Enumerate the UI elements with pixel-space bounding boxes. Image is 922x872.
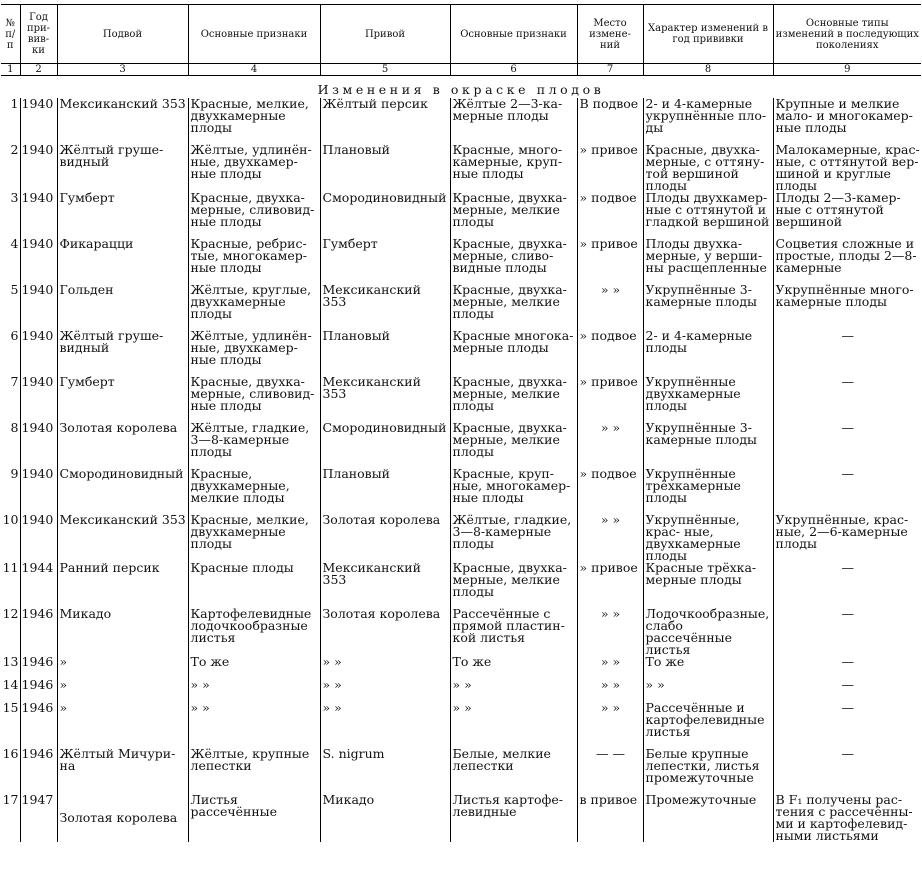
row-scion-traits: Красные, двухка- мерные, мелкие плоды bbox=[450, 562, 577, 608]
header-year: Год при- вив- ки bbox=[20, 5, 57, 64]
row-change: Укрупнённые трёхкамерные плоды bbox=[643, 468, 773, 514]
row-later-generations: Соцветия сложные и простые, плоды 2—8- камерные bbox=[773, 238, 921, 284]
column-number: 2 bbox=[20, 64, 57, 76]
table-row bbox=[1, 514, 921, 562]
row-rootstock: Фикарацци bbox=[57, 238, 188, 284]
row-rootstock-traits: Жёлтые, удлинён- ные, двухкамер- ные плоды bbox=[188, 144, 320, 192]
row-rootstock: Гумберт bbox=[57, 376, 188, 422]
row-number: 16 bbox=[2, 748, 19, 761]
row-number: 13 bbox=[2, 656, 19, 669]
row-rootstock-traits: Картофелевидные лодочкообразные листья bbox=[188, 608, 320, 656]
row-rootstock: Золотая королева bbox=[57, 422, 188, 468]
row-place: » подвое bbox=[577, 468, 643, 514]
row-rootstock-traits: » » bbox=[188, 702, 320, 748]
column-number: 7 bbox=[577, 64, 643, 76]
table-row bbox=[1, 468, 921, 514]
row-change: 2- и 4-камерные плоды bbox=[643, 330, 773, 376]
column-number: 6 bbox=[450, 64, 577, 76]
row-change: Белые крупные лепестки, листья промежуточные bbox=[643, 748, 773, 794]
row-change: Рассечённые и картофелевидные листья bbox=[643, 702, 773, 748]
row-scion-traits: Красные, двухка- мерные, мелкие плоды bbox=[450, 284, 577, 330]
row-scion-traits: Красные, круп- ные, многокамер- ные плоды bbox=[450, 468, 577, 514]
section-title: Изменения в окраске плодов bbox=[317, 81, 605, 97]
row-rootstock-traits: Жёлтые, удлинён- ные, двухкамер- ные плоды bbox=[188, 330, 320, 376]
row-year: 1940 bbox=[20, 514, 57, 562]
row-place: » » bbox=[577, 284, 643, 330]
row-scion-traits: Красные, много- камерные, круп- ные плоды bbox=[450, 144, 577, 192]
column-number: 9 bbox=[773, 64, 921, 76]
row-scion-traits: Рассечённые с прямой пластин- кой листья bbox=[450, 608, 577, 656]
row-scion-traits: Листья картофе- левидные bbox=[450, 794, 577, 842]
row-scion-traits: Красные, двухка- мерные, мелкие плоды bbox=[450, 422, 577, 468]
row-year: 1940 bbox=[20, 144, 57, 192]
row-place: в привое bbox=[577, 794, 643, 842]
row-scion-traits: » » bbox=[450, 702, 577, 748]
row-scion: Мексиканский 353 bbox=[320, 562, 450, 608]
row-number: 14 bbox=[2, 679, 19, 692]
row-scion: Золотая королева bbox=[320, 608, 450, 656]
row-scion: » » bbox=[320, 702, 450, 748]
header-rootstock-traits: Основные признаки bbox=[188, 5, 320, 64]
row-rootstock-traits: Красные, двухка- мерные, сливовид- ные плоды bbox=[188, 192, 320, 238]
row-change: То же bbox=[643, 656, 773, 679]
row-later-generations: — bbox=[773, 468, 921, 514]
row-scion: Гумберт bbox=[320, 238, 450, 284]
section-heading-row bbox=[1, 76, 921, 99]
row-scion-traits: Красные, двухка- мерные, сливо- видные плоды bbox=[450, 238, 577, 284]
row-place: В подвое bbox=[577, 98, 643, 144]
row-year: 1946 bbox=[20, 748, 57, 794]
row-scion: Мексиканский 353 bbox=[320, 376, 450, 422]
row-rootstock-traits: Жёлтые, гладкие, 3—8-камерные плоды bbox=[188, 422, 320, 468]
row-rootstock: Смородиновидный bbox=[57, 468, 188, 514]
column-number: 3 bbox=[57, 64, 188, 76]
row-rootstock: » bbox=[57, 679, 188, 702]
row-number: 9 bbox=[10, 468, 19, 481]
header-number: № п/п bbox=[1, 5, 20, 64]
row-later-generations: Укрупнённые много- камерные плоды bbox=[773, 284, 921, 330]
row-place: » » bbox=[577, 514, 643, 562]
header-later-generations: Основные типы изменений в последующих поколениях bbox=[773, 5, 921, 64]
row-year: 1946 bbox=[20, 702, 57, 748]
row-change: Укрупнённые 3- камерные плоды bbox=[643, 284, 773, 330]
row-scion: » » bbox=[320, 679, 450, 702]
row-year: 1940 bbox=[20, 468, 57, 514]
row-rootstock-traits: Красные, мелкие, двухкамерные плоды bbox=[188, 514, 320, 562]
row-rootstock-traits: Красные плоды bbox=[188, 562, 320, 608]
table-row bbox=[1, 656, 921, 679]
row-place: » » bbox=[577, 656, 643, 679]
table-row bbox=[1, 98, 921, 144]
row-rootstock-traits: Листья рассечённые bbox=[188, 794, 320, 842]
row-place: » привое bbox=[577, 562, 643, 608]
row-scion-traits: Красные, двухка- мерные, мелкие плоды bbox=[450, 192, 577, 238]
column-number: 8 bbox=[643, 64, 773, 76]
row-place: » » bbox=[577, 702, 643, 748]
row-rootstock-traits: Красные, двухкамерные, мелкие плоды bbox=[188, 468, 320, 514]
row-later-generations: — bbox=[773, 748, 921, 794]
row-scion-traits: То же bbox=[450, 656, 577, 679]
row-year: 1940 bbox=[20, 376, 57, 422]
row-change: Красные трёхка- мерные плоды bbox=[643, 562, 773, 608]
row-rootstock: Ранний персик bbox=[57, 562, 188, 608]
row-year: 1946 bbox=[20, 656, 57, 679]
row-number: 10 bbox=[2, 514, 19, 527]
row-number: 5 bbox=[10, 284, 19, 297]
table-row bbox=[1, 238, 921, 284]
row-scion: S. nigrum bbox=[320, 748, 450, 794]
table-row bbox=[1, 376, 921, 422]
row-scion-traits: Жёлтые, гладкие, 3—8-камерные плоды bbox=[450, 514, 577, 562]
row-rootstock-traits: » » bbox=[188, 679, 320, 702]
column-number-row bbox=[1, 64, 921, 76]
row-number: 6 bbox=[10, 330, 19, 343]
row-later-generations: — bbox=[773, 679, 921, 702]
header-change: Характер изменений в год прививки bbox=[643, 5, 773, 64]
table-row bbox=[1, 422, 921, 468]
row-number: 8 bbox=[10, 422, 19, 435]
row-rootstock: » bbox=[57, 656, 188, 679]
grafting-results-table bbox=[1, 4, 921, 842]
row-number: 11 bbox=[2, 562, 19, 575]
row-rootstock-traits: То же bbox=[188, 656, 320, 679]
row-change: Лодочкообразные, слабо рассечённые листья bbox=[643, 608, 773, 656]
row-number: 4 bbox=[10, 238, 19, 251]
row-number: 7 bbox=[10, 376, 19, 389]
table-row bbox=[1, 794, 921, 842]
column-number: 4 bbox=[188, 64, 320, 76]
row-number: 3 bbox=[10, 192, 19, 205]
row-number: 12 bbox=[2, 608, 19, 621]
row-later-generations: — bbox=[773, 562, 921, 608]
row-year: 1940 bbox=[20, 238, 57, 284]
row-year: 1946 bbox=[20, 608, 57, 656]
row-later-generations: Крупные и мелкие мало- и многокамер- ные плоды bbox=[773, 98, 921, 144]
row-rootstock: » bbox=[57, 702, 188, 748]
row-year: 1940 bbox=[20, 330, 57, 376]
row-rootstock-traits: Красные, ребрис- тые, многокамер- ные плоды bbox=[188, 238, 320, 284]
header-scion-traits: Основные признаки bbox=[450, 5, 577, 64]
row-rootstock: Гумберт bbox=[57, 192, 188, 238]
row-year: 1944 bbox=[20, 562, 57, 608]
row-rootstock: Жёлтый груше- видный bbox=[57, 144, 188, 192]
header-row bbox=[1, 5, 921, 64]
row-place: » подвое bbox=[577, 192, 643, 238]
row-change: Плоды двухка- мерные, у верши- ны расщепленные bbox=[643, 238, 773, 284]
row-place: — — bbox=[577, 748, 643, 794]
row-scion: Золотая королева bbox=[320, 514, 450, 562]
row-scion: » » bbox=[320, 656, 450, 679]
row-rootstock: Жёлтый груше- видный bbox=[57, 330, 188, 376]
row-scion: Микадо bbox=[320, 794, 450, 842]
row-rootstock-traits: Красные, мелкие, двухкамерные плоды bbox=[188, 98, 320, 144]
row-rootstock: Мексиканский 353 bbox=[57, 514, 188, 562]
table-row bbox=[1, 562, 921, 608]
row-place: » привое bbox=[577, 238, 643, 284]
row-scion-traits: » » bbox=[450, 679, 577, 702]
row-later-generations: — bbox=[773, 330, 921, 376]
row-place: » привое bbox=[577, 376, 643, 422]
row-later-generations: В F₁ получены рас- тения с рассечённы- ми и картофелевид- ными листьями bbox=[773, 794, 921, 842]
row-rootstock-traits: Красные, двухка- мерные, сливовид- ные плоды bbox=[188, 376, 320, 422]
row-scion-traits: Жёлтые 2—3-ка- мерные плоды bbox=[450, 98, 577, 144]
column-number: 5 bbox=[320, 64, 450, 76]
header-rootstock: Подвой bbox=[57, 5, 188, 64]
row-later-generations: Плоды 2—3-камер- ные с оттянутой вершиной bbox=[773, 192, 921, 238]
row-scion-traits: Красные многока- мерные плоды bbox=[450, 330, 577, 376]
row-scion-traits: Белые, мелкие лепестки bbox=[450, 748, 577, 794]
row-scion: Жёлтый персик bbox=[320, 98, 450, 144]
row-year: 1940 bbox=[20, 284, 57, 330]
row-place: » » bbox=[577, 679, 643, 702]
row-later-generations: Малокамерные, крас- ные, с оттянутой вер- шиной и круглые плоды bbox=[773, 144, 921, 192]
row-later-generations: Укрупнённые, крас- ные, 2—6-камерные плоды bbox=[773, 514, 921, 562]
row-change: Красные, двухка- мерные, с оттяну- той вершиной плоды bbox=[643, 144, 773, 192]
table-row bbox=[1, 330, 921, 376]
row-number: 2 bbox=[10, 144, 19, 157]
row-later-generations: — bbox=[773, 608, 921, 656]
row-change: » » bbox=[643, 679, 773, 702]
column-number: 1 bbox=[1, 64, 20, 76]
row-rootstock-traits: Жёлтые, круглые, двухкамерные плоды bbox=[188, 284, 320, 330]
row-year: 1940 bbox=[20, 422, 57, 468]
row-change: Укрупнённые, крас- ные, двухкамерные плоды bbox=[643, 514, 773, 562]
row-later-generations: — bbox=[773, 422, 921, 468]
row-later-generations: — bbox=[773, 376, 921, 422]
row-year: 1940 bbox=[20, 98, 57, 144]
row-scion: Смородиновидный bbox=[320, 192, 450, 238]
row-change: Плоды двухкамер- ные с оттянутой и гладкой вершиной bbox=[643, 192, 773, 238]
table-row bbox=[1, 702, 921, 748]
row-place: » подвое bbox=[577, 330, 643, 376]
row-scion: Смородиновидный bbox=[320, 422, 450, 468]
table-row bbox=[1, 144, 921, 192]
row-change: Промежуточные bbox=[643, 794, 773, 842]
row-number: 1 bbox=[10, 98, 19, 111]
row-scion: Плановый bbox=[320, 144, 450, 192]
table-row bbox=[1, 284, 921, 330]
table-row bbox=[1, 679, 921, 702]
row-scion: Мексиканский 353 bbox=[320, 284, 450, 330]
row-place: » » bbox=[577, 608, 643, 656]
row-later-generations: — bbox=[773, 702, 921, 748]
header-place: Место измене- ний bbox=[577, 5, 643, 64]
row-change: Укрупнённые 3- камерные плоды bbox=[643, 422, 773, 468]
row-place: » привое bbox=[577, 144, 643, 192]
row-scion: Плановый bbox=[320, 330, 450, 376]
row-rootstock: Золотая королева bbox=[57, 794, 188, 842]
row-number: 15 bbox=[2, 702, 19, 715]
row-rootstock-traits: Жёлтые, крупные лепестки bbox=[188, 748, 320, 794]
row-year: 1940 bbox=[20, 192, 57, 238]
row-rootstock: Жёлтый Мичури- на bbox=[57, 748, 188, 794]
row-place: » » bbox=[577, 422, 643, 468]
row-number: 17 bbox=[2, 794, 19, 807]
table-row bbox=[1, 192, 921, 238]
row-year: 1946 bbox=[20, 679, 57, 702]
table-row bbox=[1, 608, 921, 656]
row-change: Укрупнённые двухкамерные плоды bbox=[643, 376, 773, 422]
row-change: 2- и 4-камерные укрупнённые пло- ды bbox=[643, 98, 773, 144]
row-scion-traits: Красные, двухка- мерные, мелкие плоды bbox=[450, 376, 577, 422]
row-rootstock: Мексиканский 353 bbox=[57, 98, 188, 144]
row-later-generations: — bbox=[773, 656, 921, 679]
row-rootstock: Микадо bbox=[57, 608, 188, 656]
row-year: 1947 bbox=[20, 794, 57, 842]
row-rootstock: Гольден bbox=[57, 284, 188, 330]
row-scion: Плановый bbox=[320, 468, 450, 514]
header-scion: Привой bbox=[320, 5, 450, 64]
table-row bbox=[1, 748, 921, 794]
